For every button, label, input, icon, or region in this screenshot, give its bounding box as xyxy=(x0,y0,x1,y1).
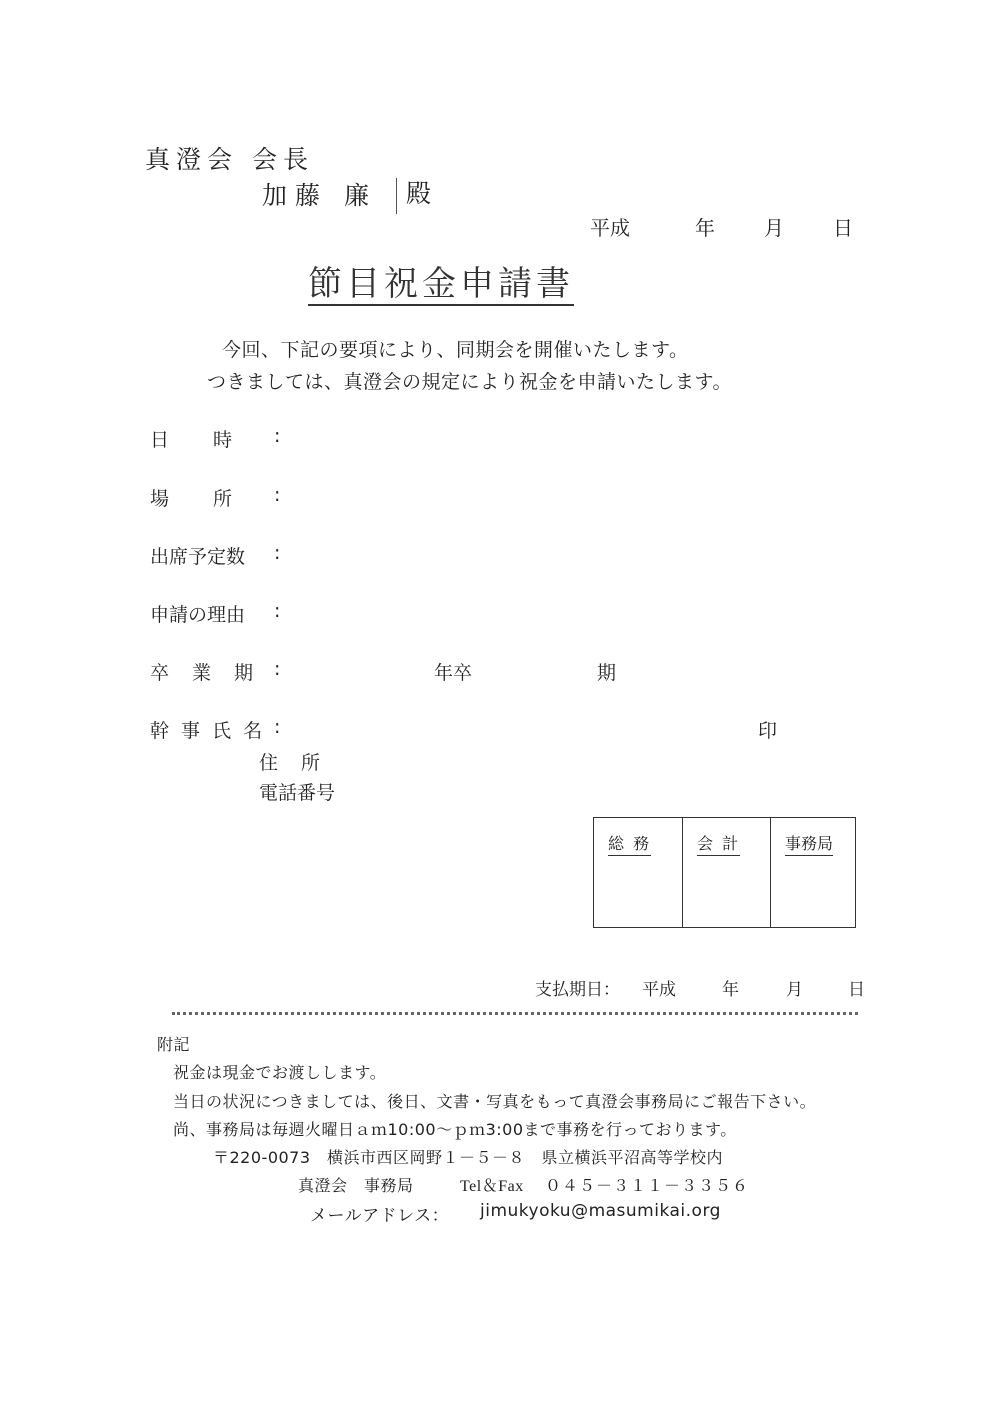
payment-era: 平成 xyxy=(642,980,676,1000)
field-label-datetime: 日 時 xyxy=(150,429,235,451)
appendix-line-1: 祝金は現金でお渡しします。 xyxy=(173,1063,387,1082)
seal-mark: 印 xyxy=(758,720,778,742)
payment-label: 支払期日： xyxy=(535,980,620,1000)
field-colon: : xyxy=(274,542,281,564)
appendix-address: 〒220-0073 横浜市西区岡野１－５－８ 県立横浜平沼高等学校内 xyxy=(213,1148,724,1167)
stamp-head-accounting: 会 計 xyxy=(697,834,740,856)
field-colon: : xyxy=(274,484,281,506)
dotted-separator xyxy=(172,1012,858,1015)
stamp-cell-accounting xyxy=(682,818,770,927)
document-title: 節目祝金申請書 xyxy=(308,264,574,304)
stamp-cell-office xyxy=(770,818,855,927)
payment-year: 年 xyxy=(722,980,739,1000)
field-label-organizer: 幹 事 氏 名 xyxy=(150,720,266,742)
appendix-tel-fax-number: ０４５－３１１－３３５６ xyxy=(545,1176,750,1195)
intro-line-1: 今回、下記の要項により、同期会を開催いたします。 xyxy=(222,339,689,361)
field-label-grad-term: 卒 業 期 xyxy=(150,662,256,684)
field-label-place: 場 所 xyxy=(150,488,235,510)
addressee-honorific: 殿 xyxy=(406,179,432,208)
date-month: 月 xyxy=(764,216,784,240)
field-colon: : xyxy=(274,425,281,447)
appendix-line-2: 当日の状況につきましては、後日、文書・写真をもって真澄会事務局にご報告下さい。 xyxy=(173,1092,817,1111)
grad-period-label: 期 xyxy=(597,662,617,684)
intro-line-2: つきましては、真澄会の規定により祝金を申請いたします。 xyxy=(207,371,732,393)
appendix-heading: 附記 xyxy=(157,1035,191,1054)
appendix-email-label: メールアドレス： xyxy=(310,1206,450,1226)
field-colon: : xyxy=(274,600,281,622)
field-colon: : xyxy=(274,716,281,738)
appendix-line-3: 尚、事務局は毎週火曜日ａｍ10:00～ｐｍ3:00まで事務を行っております。 xyxy=(173,1120,737,1139)
organizer-address-label: 住 所 xyxy=(259,752,323,774)
appendix-email[interactable]: jimukyoku@masumikai.org xyxy=(480,1201,721,1221)
payment-month: 月 xyxy=(786,980,803,1000)
appendix-office-name: 真澄会 事務局 xyxy=(298,1176,414,1195)
stamp-cell-general xyxy=(594,818,682,927)
date-day: 日 xyxy=(833,216,853,240)
grad-year-label: 年卒 xyxy=(434,662,473,684)
addressee-name: 加藤 廉 xyxy=(262,181,377,210)
appendix-tel-fax-label: Tel＆Fax xyxy=(460,1178,524,1195)
field-label-attendees: 出席予定数 xyxy=(150,546,246,568)
stamp-head-office: 事務局 xyxy=(785,834,833,856)
stamp-head-general: 総 務 xyxy=(608,834,651,856)
date-era: 平成 xyxy=(590,216,630,240)
organizer-phone-label: 電話番号 xyxy=(259,782,336,804)
field-colon: : xyxy=(274,658,281,680)
addressee-organization: 真澄会 会長 xyxy=(145,145,314,174)
payment-day: 日 xyxy=(848,980,865,1000)
field-label-reason: 申請の理由 xyxy=(150,604,246,626)
approval-stamp-box xyxy=(593,817,856,928)
addressee-divider xyxy=(396,178,397,214)
date-year: 年 xyxy=(695,216,715,240)
